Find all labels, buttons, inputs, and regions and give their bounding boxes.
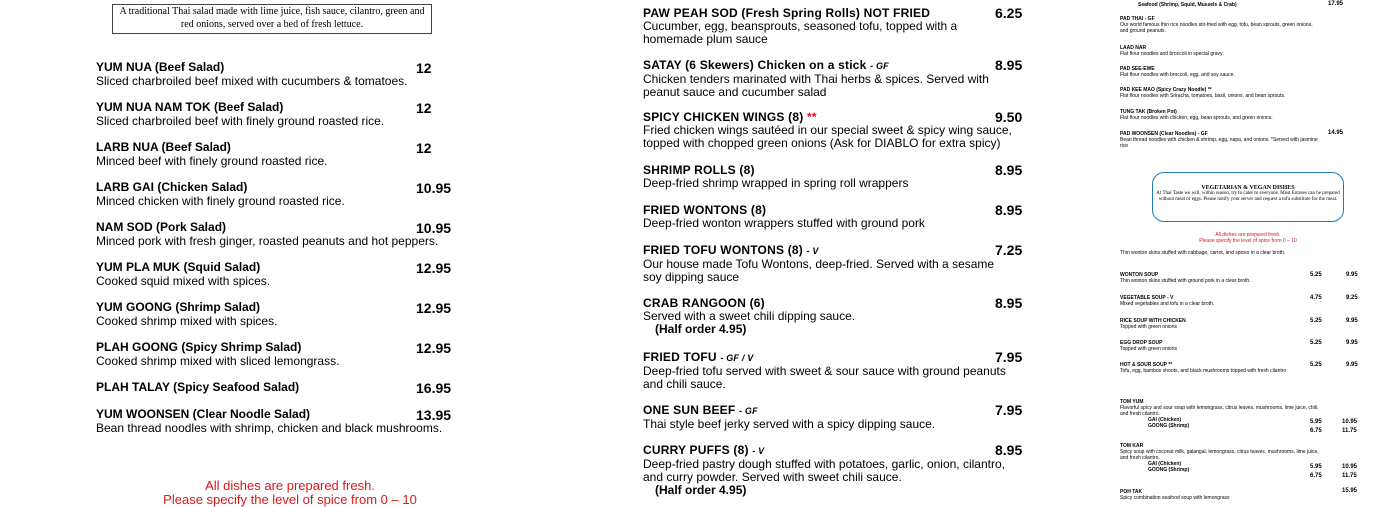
diet-tag: - GF xyxy=(870,61,889,71)
spicy-marker: ** xyxy=(806,110,817,124)
soup-item xyxy=(1120,362,1320,374)
menu-item xyxy=(96,380,576,394)
menu-item xyxy=(643,162,1023,190)
diet-tag: - V xyxy=(806,246,819,256)
item-name: YUM PLA MUK (Squid Salad) xyxy=(96,260,261,274)
item-desc: Cooked squid mixed with spices. xyxy=(96,274,271,288)
item-price: 8.95 xyxy=(995,442,1023,458)
cup-price: 5.95 xyxy=(1310,464,1322,470)
cup-price: 5.25 xyxy=(1310,362,1322,368)
cup-price: 6.75 xyxy=(1310,428,1322,434)
bowl-price: 9.95 xyxy=(1346,272,1358,278)
cup-price: 5.95 xyxy=(1310,419,1322,425)
item-desc: Fried chicken wings sautéed in our special sweet & spicy wing sauce, topped with chopped green onions (Ask for DIABLO for extra spicy) xyxy=(643,123,1012,150)
item-price: 12 xyxy=(416,60,432,76)
veg-text: At Thai Taste we will, within reason, try to cater to everyone. Most Entrees can be prepared without meat or eggs. Please notify your server and request a tofu substitute for the meat. xyxy=(1156,191,1340,202)
bowl-price: 9.95 xyxy=(1346,318,1358,324)
item-price: 7.95 xyxy=(995,349,1023,365)
item-price: 16.95 xyxy=(416,380,452,396)
menu-item xyxy=(643,5,1023,46)
bowl-price: 9.95 xyxy=(1346,362,1358,368)
item-desc: Flat flour noodles with chicken, egg, bean sprouts, and green onions. xyxy=(1120,115,1273,121)
item-desc: Thin wonton skins stuffed with ground pork in a clear broth. xyxy=(1120,278,1251,284)
item-name: PLAH GOONG (Spicy Shrimp Salad) xyxy=(96,340,302,354)
item-name: Seafood (Shrimp, Squid, Mussels & Crab) xyxy=(1138,2,1237,8)
item-name: SHRIMP ROLLS (8) xyxy=(643,163,755,177)
item-price: 15.95 xyxy=(1342,488,1358,494)
item-name: VEGETABLE SOUP - V xyxy=(1120,295,1174,301)
cup-price: 5.25 xyxy=(1310,272,1322,278)
menu-item xyxy=(96,220,576,248)
diet-tag: - V xyxy=(752,446,765,456)
menu-item xyxy=(96,140,576,168)
cup-price: 5.25 xyxy=(1310,340,1322,346)
item-name: YUM GOONG (Shrimp Salad) xyxy=(96,300,261,314)
menu-item xyxy=(96,407,576,435)
bowl-price: 9.95 xyxy=(1346,340,1358,346)
item-desc: Flavorful spicy and sour soup with lemongrass, citrus leaves, mushrooms, lime juice, chili, and fresh cilantro. xyxy=(1120,405,1319,417)
soup-item xyxy=(1120,272,1320,284)
fresh-note xyxy=(1178,232,1318,244)
appetizers-column xyxy=(640,0,1030,500)
item-price: 13.95 xyxy=(416,407,452,423)
soup-item xyxy=(1120,295,1320,307)
item-desc: Cooked shrimp mixed with sliced lemongrass. xyxy=(96,354,340,368)
item-desc: Spicy soup with coconut milk, galangal, lemongrass, citrus leaves, mushrooms, lime juice, and fresh cilantro. xyxy=(1120,449,1319,461)
menu-item xyxy=(643,402,1023,431)
item-price: 12 xyxy=(416,140,432,156)
item-price: 9.50 xyxy=(995,109,1023,125)
item-desc: Bean thread noodles with shrimp, chicken and black mushrooms. xyxy=(96,421,443,435)
fresh-note: All dishes are prepared fresh. xyxy=(205,478,375,493)
spice-note: Please specify the level of spice from 0 – 10 xyxy=(163,492,417,507)
cup-price: 5.25 xyxy=(1310,318,1322,324)
item-price: 8.95 xyxy=(995,295,1023,311)
item-desc: Our world famous thin rice noodles stir-fried with egg, tofu, bean sprouts, green onions, and ground peanuts. xyxy=(1120,22,1313,34)
item-desc: Flat flour noodles with broccoli, egg, and soy sauce. xyxy=(1120,72,1235,78)
item-name: FRIED TOFU WONTONS (8) xyxy=(643,243,803,257)
noodles-soups-column xyxy=(1118,0,1360,500)
item-name: RICE SOUP WITH CHICKEN xyxy=(1120,318,1186,324)
menu-item xyxy=(643,202,1023,230)
item-name: TUNG TAK (Broken Pot) xyxy=(1120,109,1177,115)
menu-item xyxy=(1120,66,1320,78)
item-desc: Chicken tenders marinated with Thai herbs & spices. Served with peanut sauce and cucumber salad xyxy=(643,72,989,99)
item-name: PAW PEAH SOD (Fresh Spring Rolls) NOT FRIED xyxy=(643,6,931,20)
item-desc: Deep-fried pastry dough stuffed with potatoes, garlic, onion, cilantro, and curry powder. Served with sweet chili sauce. xyxy=(643,457,1005,484)
menu-item xyxy=(96,300,576,328)
half-order: (Half order 4.95) xyxy=(655,483,747,497)
item-name: YUM NUA (Beef Salad) xyxy=(96,60,225,74)
menu-item xyxy=(96,60,576,88)
item-price: 12.95 xyxy=(416,260,452,276)
menu-item xyxy=(643,57,1023,99)
item-price: 10.95 xyxy=(416,180,452,196)
soup-item xyxy=(1120,399,1320,429)
item-name: LARB GAI (Chicken Salad) xyxy=(96,180,248,194)
item-desc: Bean thread noodles with chicken & shrimp, egg, napa, and onions. *Served with jasmine rice xyxy=(1120,137,1318,149)
menu-item xyxy=(1120,2,1320,8)
item-name: PAD WOONSEN (Clear Noodles) - GF xyxy=(1120,131,1208,137)
half-order: (Half order 4.95) xyxy=(655,322,747,336)
item-desc: Topped with green onions xyxy=(1120,346,1177,352)
item-desc: Minced chicken with finely ground roasted rice. xyxy=(96,194,345,208)
item-desc: Tofu, egg, bamboo shoots, and black mushrooms topped with fresh cilantro xyxy=(1120,368,1287,374)
item-name: FRIED WONTONS (8) xyxy=(643,203,767,217)
item-name: YUM WOONSEN (Clear Noodle Salad) xyxy=(96,407,311,421)
item-desc: Sliced charbroiled beef with finely ground roasted rice. xyxy=(96,114,385,128)
item-desc: Sliced charbroiled beef mixed with cucumbers & tomatoes. xyxy=(96,74,408,88)
item-desc: Flat flour noodles and broccoli in special gravy. xyxy=(1120,51,1224,57)
item-desc: Deep-fried tofu served with sweet & sour sauce with ground peanuts and chili sauce. xyxy=(643,364,1006,391)
item-name: CURRY PUFFS (8) xyxy=(643,443,749,457)
diet-tag: - GF / V xyxy=(720,353,754,363)
item-name: EGG DROP SOUP xyxy=(1120,340,1163,346)
item-desc: Mixed vegetables and tofu in a clear broth. xyxy=(1120,301,1215,307)
item-name: HOT & SOUR SOUP ** xyxy=(1120,362,1173,368)
vegetarian-box xyxy=(1152,172,1344,222)
menu-item xyxy=(96,340,576,368)
item-price: 10.95 xyxy=(416,220,452,236)
menu-item xyxy=(1120,16,1320,34)
menu-item xyxy=(96,260,576,288)
item-price: 8.95 xyxy=(995,202,1023,218)
item-desc: Cucumber, egg, beansprouts, seasoned tofu, topped with a homemade plum sauce xyxy=(643,19,958,46)
item-price: 12.95 xyxy=(416,300,452,316)
item-price: 12.95 xyxy=(416,340,452,356)
item-name: PAD SEE-EWE xyxy=(1120,66,1155,72)
item-name: SPICY CHICKEN WINGS (8) xyxy=(643,110,804,124)
item-name: POH TAK xyxy=(1120,489,1143,495)
item-price: 7.25 xyxy=(995,242,1023,258)
item-price: 8.95 xyxy=(995,57,1023,73)
item-name: WONTON SOUP xyxy=(1120,272,1159,278)
bowl-price: 10.95 xyxy=(1342,464,1358,470)
item-name: LAAD NAR xyxy=(1120,45,1147,51)
variant-chicken: GAI (Chicken) xyxy=(1148,417,1182,423)
variant-chicken: GAI (Chicken) xyxy=(1148,461,1182,467)
item-desc: Spicy combination seafood soup with lemongrass xyxy=(1120,495,1230,501)
menu-item xyxy=(1120,87,1320,99)
item-name: CRAB RANGOON (6) xyxy=(643,296,765,310)
soup-item xyxy=(1120,318,1320,330)
menu-item xyxy=(96,100,576,128)
bowl-price: 9.25 xyxy=(1346,295,1358,301)
cup-price: 4.75 xyxy=(1310,295,1322,301)
item-name: YUM NUA NAM TOK (Beef Salad) xyxy=(96,100,284,114)
item-desc: Flat flour noodles with Sriracha, tomatoes, basil, onions, and bean sprouts. xyxy=(1120,93,1286,99)
item-name: PLAH TALAY (Spicy Seafood Salad) xyxy=(96,380,300,394)
item-desc: Minced beef with finely ground roasted rice. xyxy=(96,154,328,168)
item-name: SATAY (6 Skewers) Chicken on a stick xyxy=(643,58,867,72)
item-name: ONE SUN BEEF xyxy=(643,403,736,417)
item-price: 8.95 xyxy=(995,162,1023,178)
bowl-price: 11.75 xyxy=(1342,473,1357,479)
variant-shrimp: GOONG (Shrimp) xyxy=(1148,423,1190,429)
menu-item xyxy=(1120,131,1320,149)
item-name: FRIED TOFU xyxy=(643,350,717,364)
item-name: PAD THAI - GF xyxy=(1120,16,1155,22)
menu-item xyxy=(643,349,1023,391)
salad-intro: A traditional Thai salad made with lime juice, fish sauce, cilantro, green and red onions, served over a bed of fresh lettuce. xyxy=(112,4,432,34)
salads-column xyxy=(0,0,620,507)
item-desc: Our house made Tofu Wontons, deep-fried. Served with a sesame soy dipping sauce xyxy=(643,257,995,284)
item-price: 17.95 xyxy=(1328,1,1344,7)
item-desc: Topped with green onions xyxy=(1120,324,1177,330)
item-desc: Served with a sweet chili dipping sauce. xyxy=(643,309,856,323)
item-price: 12 xyxy=(416,100,432,116)
item-desc: Deep-fried shrimp wrapped in spring roll wrappers xyxy=(643,176,909,190)
menu-item xyxy=(96,180,576,208)
menu-item xyxy=(643,295,1023,336)
item-price: 6.25 xyxy=(995,5,1023,21)
item-desc: Minced pork with fresh ginger, roasted peanuts and hot peppers. xyxy=(96,234,439,248)
item-desc: Cooked shrimp mixed with spices. xyxy=(96,314,278,328)
menu-item xyxy=(643,242,1023,284)
menu-item xyxy=(643,109,1023,150)
menu-item xyxy=(1120,45,1320,57)
item-desc: Thai style beef jerky served with a spicy dipping sauce. xyxy=(643,417,936,431)
item-desc: Deep-fried wonton wrappers stuffed with ground pork xyxy=(643,216,925,230)
variant-shrimp: GOONG (Shrimp) xyxy=(1148,467,1190,473)
bowl-price: 11.75 xyxy=(1342,428,1357,434)
fresh-line: All dishes are prepared fresh. xyxy=(1215,232,1281,238)
item-name: PAD KEE MAO (Spicy Crazy Noodle) ** xyxy=(1120,87,1212,93)
soup-item xyxy=(1120,340,1320,352)
cup-price: 6.75 xyxy=(1310,473,1322,479)
menu-item xyxy=(1120,109,1320,121)
menu-item xyxy=(643,442,1023,497)
spice-line: Please specify the level of spice from 0 – 10 xyxy=(1199,238,1297,244)
bowl-price: 10.95 xyxy=(1342,419,1358,425)
diet-tag: - GF xyxy=(738,406,758,416)
item-name: TOM YUM xyxy=(1120,399,1144,405)
soup-item xyxy=(1120,489,1320,501)
veg-title: VEGETARIAN & VEGAN DISHES xyxy=(1201,185,1295,191)
item-name: TOM KAR xyxy=(1120,443,1144,449)
soup-item xyxy=(1120,443,1320,473)
item-name: NAM SOD (Pork Salad) xyxy=(96,220,227,234)
item-price: 14.95 xyxy=(1328,130,1344,136)
item-price: 7.95 xyxy=(995,402,1023,418)
item-name: LARB NUA (Beef Salad) xyxy=(96,140,231,154)
soup-header: Thin wonton skins stuffed with cabbage, carrot, and spices in a clear broth. xyxy=(1120,250,1286,256)
